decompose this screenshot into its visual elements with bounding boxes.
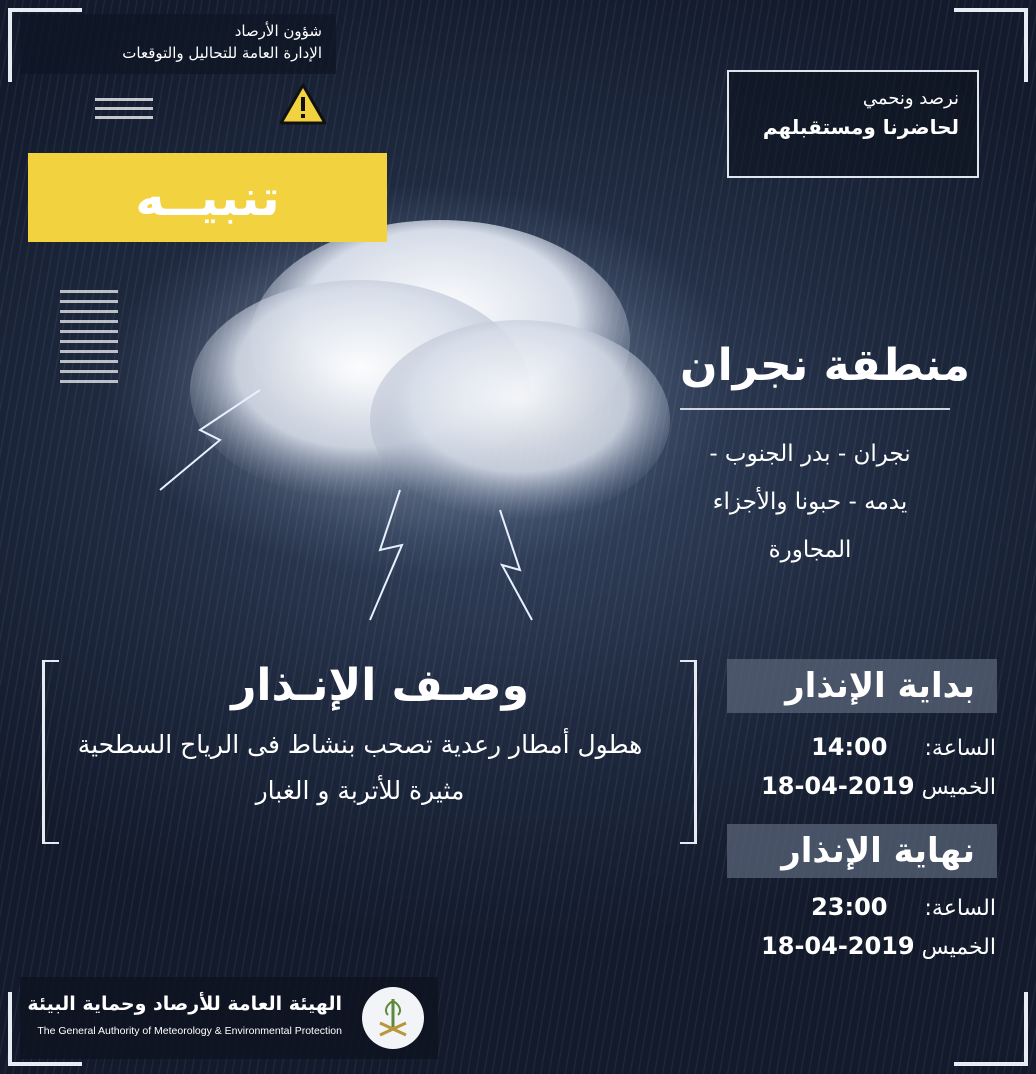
- start-label: بداية الإنذار: [785, 666, 975, 706]
- end-day: الخميس: [921, 935, 996, 960]
- end-date-line: [720, 932, 996, 960]
- start-date-line: [720, 772, 996, 800]
- region-divider: [680, 408, 950, 410]
- bracket-left: [42, 660, 59, 844]
- org-name-english: The General Authority of Meteorology & Environmental Protection: [37, 1025, 342, 1037]
- motto-line-1: نرصد ونحمي: [862, 88, 959, 109]
- department-line-1: شؤون الأرصاد: [234, 22, 322, 40]
- department-line-2: الإدارة العامة للتحاليل والتوقعات: [122, 44, 322, 62]
- end-label: نهاية الإنذار: [781, 831, 975, 871]
- org-name-arabic: الهيئة العامة للأرصاد وحماية البيئة: [27, 993, 342, 1015]
- start-time-label: الساعة:: [924, 736, 996, 761]
- start-time-line: [720, 733, 996, 761]
- end-label-bar: [727, 824, 997, 878]
- motto-line-2: لحاضرنا ومستقبلهم: [762, 115, 959, 139]
- alert-title: تنبيــه: [135, 168, 280, 227]
- region-title: منطقة نجران: [680, 340, 970, 391]
- start-date-value: 18-04-2019: [761, 772, 915, 800]
- warning-icon: [278, 82, 328, 126]
- end-time-value: 23:00: [811, 893, 888, 921]
- start-time-value: 14:00: [811, 733, 888, 761]
- region-areas: نجران - بدر الجنوب - يدمه - حبونا والأجزاء المجاورة: [709, 441, 911, 563]
- start-label-bar: [727, 659, 997, 713]
- start-day: الخميس: [921, 775, 996, 800]
- motto-box: [727, 70, 979, 178]
- end-time-label: الساعة:: [924, 896, 996, 921]
- warning-description-text: هطول أمطار رعدية تصحب بنشاط فى الرياح السطحية مثيرة للأتربة و الغبار: [77, 730, 643, 805]
- footer-logo-block: [20, 977, 438, 1059]
- decorative-lines-top: [95, 98, 153, 125]
- storm-cloud-image: [140, 190, 700, 630]
- saudi-emblem-icon: [362, 987, 424, 1049]
- end-time-line: [720, 893, 996, 921]
- bracket-right: [680, 660, 697, 844]
- department-header: [20, 14, 336, 74]
- decorative-lines-left: [60, 290, 118, 390]
- frame-corner-bottom-right: [954, 992, 1028, 1066]
- end-date-value: 18-04-2019: [761, 932, 915, 960]
- warning-description-title: وصـف الإنـذار: [231, 660, 529, 711]
- alert-banner: [28, 153, 387, 242]
